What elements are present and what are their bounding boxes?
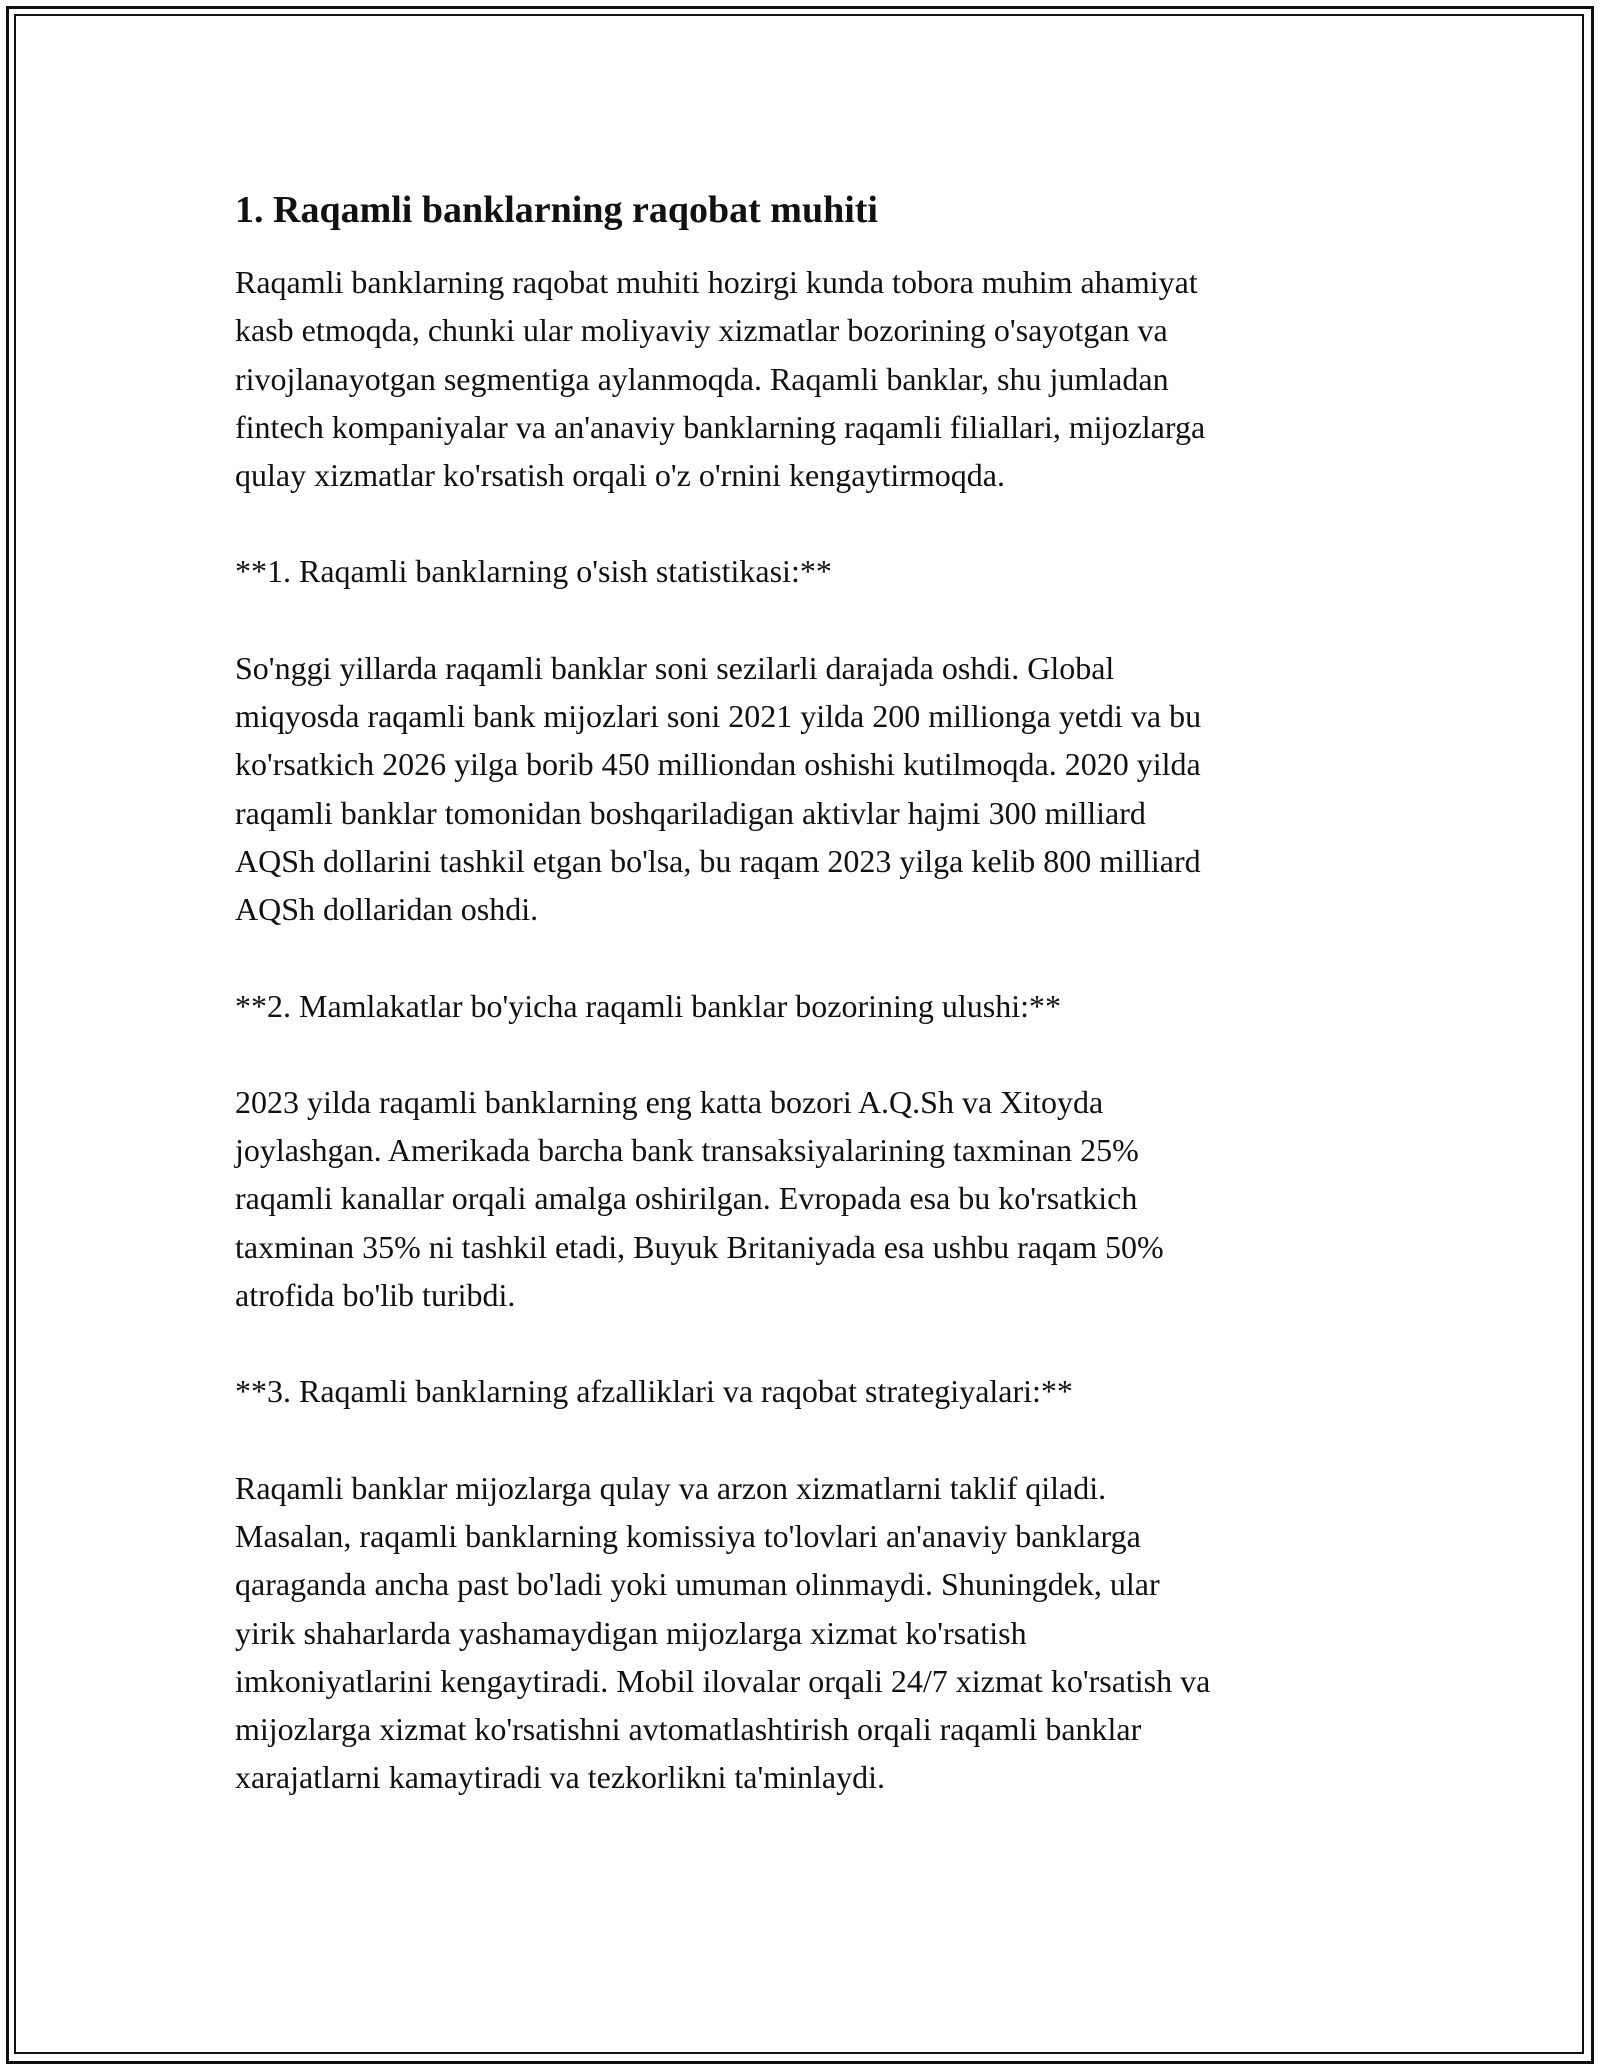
advantages-paragraph: Raqamli banklar mijozlarga qulay va arzon xizmatlarni taklif qiladi. Masalan, raqamli banklarning komissiya to'lovlari an'anaviy banklarga qaraganda ancha past bo'ladi yoki umuman olinmaydi. Shuningdek, ular yirik shaharlarda yashamaydigan mijozlarga xizmat ko'rsatish imkoniyatlarini kengaytiradi. Mobil ilovalar orqali 24/7 xizmat ko'rsatish va mijozlarga xizmat ko'rsatishni avtomatlashtirish orqali raqamli banklar xarajatlarni kamaytiradi va tezkorlikni ta'minlaydi. [235, 1469, 1211, 1796]
intro-paragraph: Raqamli banklarning raqobat muhiti hozirgi kunda tobora muhim ahamiyat kasb etmoqda, chunki ular moliyaviy xizmatlar bozorining o'sayotgan va rivojlanayotgan segmentiga aylanmoqda. Raqamli banklar, shu jumladan fintech kompaniyalar va an'anaviy banklarning raqamli filiallari, mijozlarga qulay xizmatlar ko'rsatish orqali o'z o'rnini kengaytirmoqda. [235, 264, 1206, 494]
market-share-paragraph: 2023 yilda raqamli banklarning eng katta bozori A.Q.Sh va Xitoyda joylashgan. Amerikada barcha bank transaksiyalarining taxminan 25% raqamli kanallar orqali amalga oshirilgan. Evropada esa bu ko'rsatkich taxminan 35% ni tashkil etadi, Buyuk Britaniyada esa ushbu raqam 50% atrofida bo'lib turibdi. [235, 1083, 1164, 1314]
subheading-advantages: **3. Raqamli banklarning afzalliklari va raqobat strategiyalari:** [235, 1373, 1073, 1410]
section-heading: 1. Raqamli banklarning raqobat muhiti [235, 189, 878, 231]
subheading-market-share: **2. Mamlakatlar bo'yicha raqamli banklar bozorining ulushi:** [235, 987, 1061, 1024]
document-body [235, 186, 1365, 1850]
subheading-growth-statistics: **1. Raqamli banklarning o'sish statistikasi:** [235, 553, 832, 590]
growth-statistics-paragraph: So'nggi yillarda raqamli banklar soni sezilarli darajada oshdi. Global miqyosda raqamli bank mijozlari soni 2021 yilda 200 millionga yetdi va bu ko'rsatkich 2026 yilga borib 450 milliondan oshishi kutilmoqda. 2020 yilda raqamli banklar tomonidan boshqariladigan aktivlar hajmi 300 milliard AQSh dollarini tashkil etgan bo'lsa, bu raqam 2023 yilga kelib 800 milliard AQSh dollaridan oshdi. [235, 649, 1202, 928]
